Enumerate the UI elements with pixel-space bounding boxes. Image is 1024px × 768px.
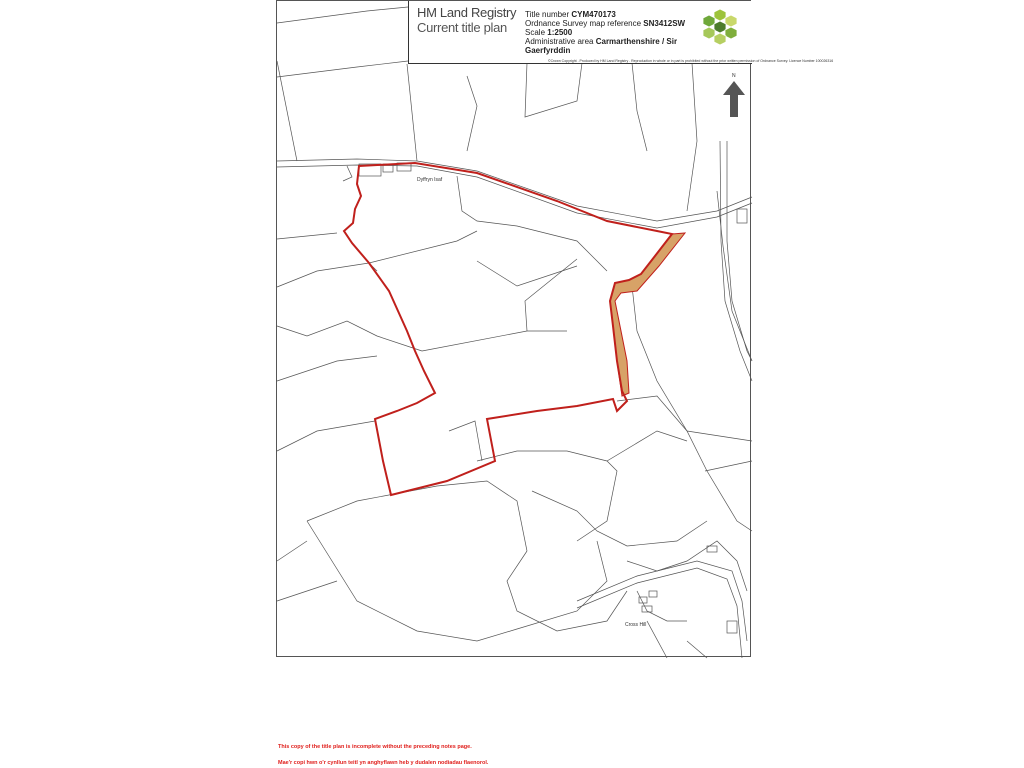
field-boundary [477, 261, 577, 286]
field-boundary [277, 7, 408, 23]
field-boundary [407, 64, 417, 161]
field-boundary [467, 76, 477, 151]
land-registry-logo-icon [699, 7, 741, 47]
field-boundary [617, 396, 752, 531]
title-number: CYM470173 [571, 10, 616, 19]
field-boundary [343, 166, 352, 181]
field-boundary [277, 541, 307, 561]
field-boundary [307, 481, 527, 551]
notes-warning-english: This copy of the title plan is incomplete without the preceding notes page. [278, 744, 472, 750]
hm-land-registry-brand [417, 5, 516, 35]
scale-value: 1:2500 [547, 28, 573, 37]
field-boundary [632, 286, 687, 431]
field-boundary [532, 491, 707, 546]
field-boundary [277, 233, 337, 239]
title-number-label: Title number [525, 10, 570, 19]
road [277, 165, 752, 228]
field-boundary [632, 63, 647, 151]
brand-name: HM Land Registry [417, 5, 517, 20]
notes-warning-welsh: Mae'r copi hwn o'r cynllun teitl yn anghyflawn heb y dudalen nodiadau flaenorol. [278, 760, 489, 766]
road [727, 141, 752, 361]
title-boundary [344, 163, 672, 495]
field-boundary [705, 461, 752, 471]
field-boundary [277, 581, 337, 601]
field-boundary [687, 431, 752, 441]
admin-label: Administrative area [525, 37, 594, 46]
road [577, 561, 747, 641]
field-boundary [687, 63, 697, 211]
building [737, 209, 747, 223]
field-boundary [525, 259, 577, 331]
field-boundary [277, 356, 377, 381]
field-boundary [277, 61, 408, 77]
field-boundary [477, 451, 617, 541]
os-ref-label: Ordnance Survey map reference [525, 19, 642, 28]
building [649, 591, 657, 597]
scale-label: Scale [525, 28, 546, 37]
title-panel [408, 1, 834, 64]
title-details [525, 10, 700, 55]
admin-area: Carmarthenshire / Sir Gaerfyrddin [525, 37, 678, 55]
os-ref: SN3412SW [643, 19, 686, 28]
north-arrow [721, 73, 747, 124]
crown-copyright: ©Crown Copyright . Produced by HM Land Registry . Reproduction in whole or in part is prohibited without the prior written permission of Ordnance Survey. Licence Number 100026316 [548, 59, 834, 63]
field-boundary [507, 551, 627, 631]
place-label-cross-hill: Cross Hill [625, 622, 647, 628]
field-boundary [607, 431, 687, 461]
field-boundary [449, 421, 482, 461]
north-arrow-icon [721, 73, 747, 119]
field-boundary [307, 521, 607, 641]
north-label: N [732, 73, 736, 79]
field-boundary [277, 231, 477, 287]
building [727, 621, 737, 633]
field-boundary [277, 421, 375, 451]
place-label-dyffryn-isaf: Dyffryn Isaf [417, 177, 443, 183]
map-canvas [277, 1, 752, 658]
title-plan-sheet [276, 0, 834, 657]
field-boundary [647, 621, 667, 658]
field-boundary [687, 641, 707, 658]
field-boundary [277, 321, 422, 351]
tinted-area [610, 233, 685, 396]
field-boundary [525, 63, 582, 117]
field-boundary [422, 331, 567, 351]
plan-type: Current title plan [417, 20, 507, 35]
